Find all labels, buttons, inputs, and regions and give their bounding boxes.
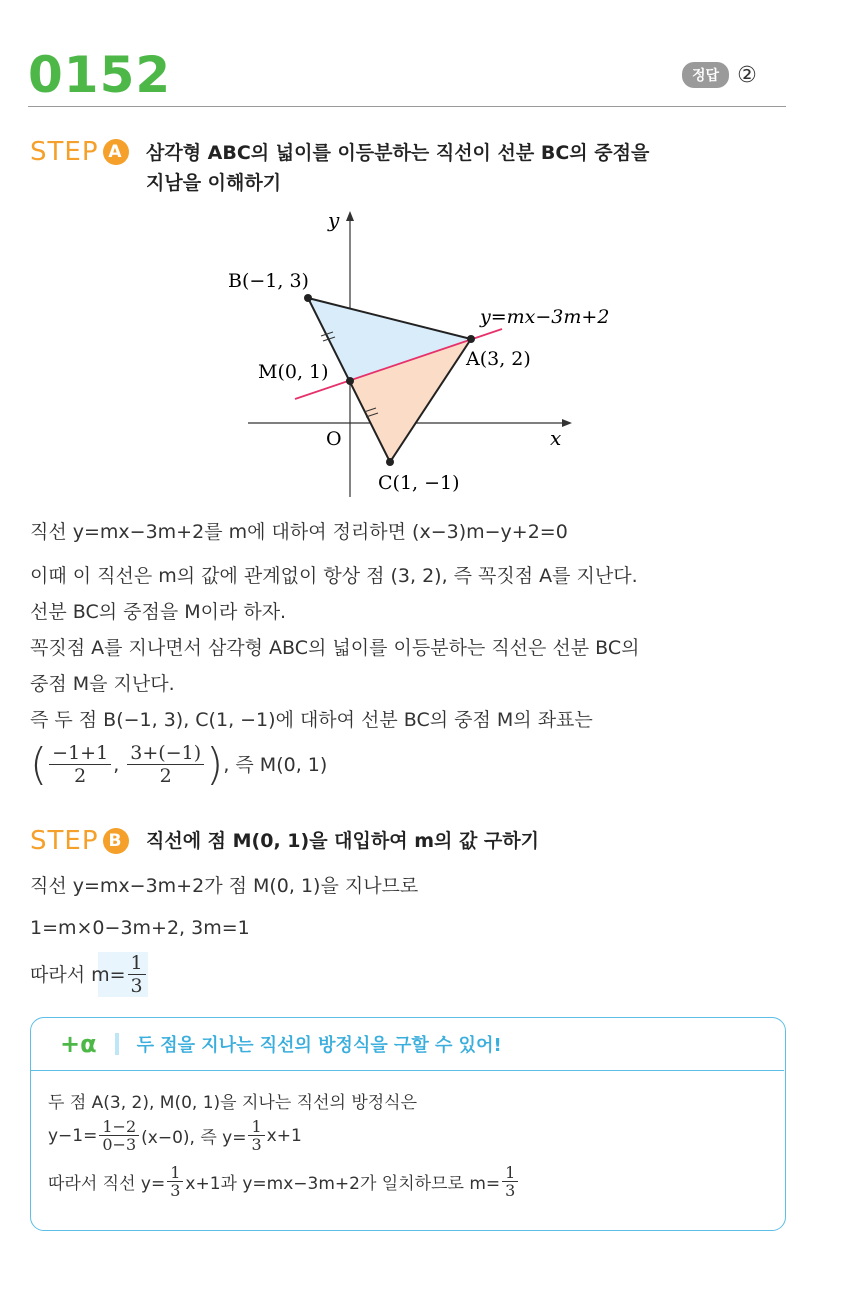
step-b-circle-icon: B bbox=[103, 828, 129, 854]
midpoint-result: 즉 M(0, 1) bbox=[235, 753, 328, 776]
alpha-separator bbox=[115, 1033, 119, 1055]
alpha-line-1: 두 점 A(3, 2), M(0, 1)을 지나는 직선의 방정식은 bbox=[48, 1093, 418, 1113]
alpha-line-3: 따라서 직선 y= $\frac{1}{3}$ x+1과 y=mx−3m+2가 일치하므로 m= $\frac{1}{3}$ bbox=[48, 1164, 520, 1199]
step-a-title bbox=[146, 138, 649, 198]
body-line-5: 중점 M을 지난다. bbox=[30, 673, 175, 695]
fraction-y: $\frac{3+(-1)}{2}$ bbox=[127, 742, 204, 787]
point-a-label: A(3, 2) bbox=[466, 348, 531, 370]
step-b-tag bbox=[30, 826, 129, 856]
x-axis-label: x bbox=[550, 426, 562, 450]
alpha-tip-header bbox=[60, 1030, 502, 1058]
answer-area bbox=[682, 62, 757, 88]
alpha-line-2: y−1= $\frac{1-2}{0-3}$ (x−0), 즉 y= $\frac{1}{3}$ x+1 bbox=[48, 1117, 302, 1154]
fraction-x: $\frac{-1+1}{2}$ bbox=[49, 742, 111, 787]
point-m-label: M(0, 1) bbox=[258, 361, 329, 383]
step-a-tag bbox=[30, 137, 129, 167]
step-b-line-2: 1=m×0−3m+2, 3m=1 bbox=[30, 917, 250, 939]
plus-alpha-icon: +α bbox=[60, 1030, 97, 1058]
step-b-conclusion: 따라서 m= $\frac{1}{3}$ bbox=[30, 952, 148, 997]
problem-number: 0152 bbox=[28, 46, 172, 104]
coordinate-graph bbox=[228, 205, 640, 500]
point-a bbox=[467, 335, 475, 343]
header-divider bbox=[28, 106, 786, 107]
step-a-title-line2: 지남을 이해하기 bbox=[146, 172, 282, 194]
body-line-1: 직선 y=mx−3m+2를 m에 대하여 정리하면 (x−3)m−y+2=0 bbox=[30, 521, 568, 543]
step-b-line-1: 직선 y=mx−3m+2가 점 M(0, 1)을 지나므로 bbox=[30, 875, 419, 897]
step-a-label: STEP bbox=[30, 137, 99, 167]
y-axis-arrow-icon bbox=[346, 211, 354, 221]
body-line-3: 선분 BC의 중점을 M이라 하자. bbox=[30, 601, 287, 623]
step-a-circle-icon: A bbox=[103, 139, 129, 165]
alpha-tip-title: 두 점을 지나는 직선의 방정식을 구할 수 있어! bbox=[136, 1035, 502, 1056]
point-c-label: C(1, −1) bbox=[378, 472, 460, 494]
origin-label: O bbox=[326, 428, 342, 450]
midpoint-formula: ( $\frac{-1+1}{2}$ , $\frac{3+(-1)}{2}$ ) , 즉 M(0, 1) bbox=[30, 738, 328, 790]
body-line-6: 즉 두 점 B(−1, 3), C(1, −1)에 대하여 선분 BC의 중점 M의 좌표는 bbox=[30, 709, 593, 731]
answer-fraction: $\frac{1}{3}$ bbox=[128, 952, 146, 997]
point-b-label: B(−1, 3) bbox=[228, 270, 309, 292]
x-axis-arrow-icon bbox=[562, 419, 572, 427]
body-line-2: 이때 이 직선은 m의 값에 관계없이 항상 점 (3, 2), 즉 꼭짓점 A를 지난다. bbox=[30, 565, 638, 587]
step-b-title: 직선에 점 M(0, 1)을 대입하여 m의 값 구하기 bbox=[146, 830, 539, 852]
answer-value: ② bbox=[737, 62, 757, 88]
point-m bbox=[346, 377, 354, 385]
line-equation-label: y=mx−3m+2 bbox=[480, 306, 610, 328]
step-b-label: STEP bbox=[30, 826, 99, 856]
point-b bbox=[304, 294, 312, 302]
step-a-title-line1: 삼각형 ABC의 넓이를 이등분하는 직선이 선분 BC의 중점을 bbox=[146, 142, 650, 164]
answer-badge: 정답 bbox=[682, 62, 729, 88]
body-line-4: 꼭짓점 A를 지나면서 삼각형 ABC의 넓이를 이등분하는 직선은 선분 BC의 bbox=[30, 637, 640, 659]
y-axis-label: y bbox=[328, 208, 340, 232]
point-c bbox=[386, 458, 394, 466]
